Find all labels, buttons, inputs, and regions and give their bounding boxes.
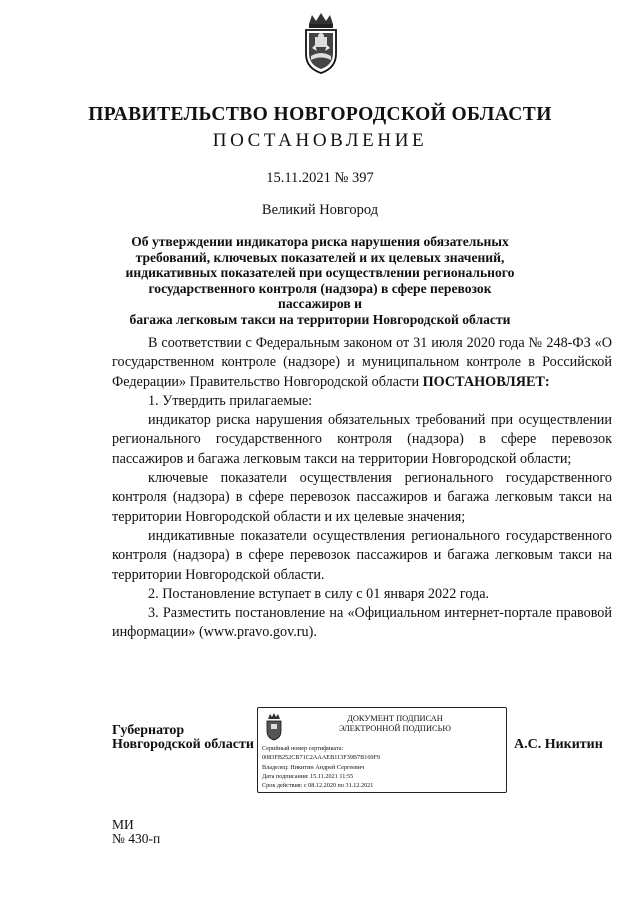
city-name: Великий Новгород <box>261 202 379 218</box>
stamp-heading: ДОКУМЕНТ ПОДПИСАН <box>347 714 443 723</box>
government-title: ПРАВИТЕЛЬСТВО НОВГОРОДСКОЙ ОБЛАСТИ <box>88 104 552 125</box>
electronic-signature-stamp <box>257 707 507 793</box>
cert-label: Серийный номер сертификата: <box>262 745 344 752</box>
document-type: ПОСТАНОВЛЕНИЕ <box>212 130 428 151</box>
executor-line: МИ <box>112 817 134 832</box>
document-subject <box>120 234 520 327</box>
signatory-title-line: Новгородской области <box>112 737 254 752</box>
item-2: 2. Постановление вступает в силу с 01 января 2022 года. <box>148 585 490 602</box>
stamp-heading: ЭЛЕКТРОННОЙ ПОДПИСЬЮ <box>338 724 452 733</box>
cert-validity: Срок действия: с 08.12.2020 по 31.12.2021 <box>262 782 374 790</box>
subject-line: государственного контроля (надзора) в сфере перевозок пассажиров и <box>148 280 492 311</box>
subject-line: Об утверждении индикатора риска нарушения обязательных <box>131 234 509 249</box>
stamp-details <box>262 744 504 790</box>
subject-line: индикативных показателей при осуществлении регионального <box>125 265 515 280</box>
signatory-title <box>112 724 254 752</box>
executor-code <box>112 818 160 845</box>
item-1-indicator: индикатор риска нарушения обязательных требований при осуществлении регионального государственного контроля (надзора) в сфере перевозок пассажиров и багажа легковым такси на территории Новгородской области; <box>112 412 612 467</box>
signatory-name: А.С. Никитин <box>514 737 603 752</box>
subject-line: багажа легковым такси на территории Новгородской области <box>129 311 511 327</box>
item-1-indicative-indicators: индикативные показатели осуществления регионального государственного контроля (надзора) в сфере перевозок пассажиров и багажа легковым такси на территории Новгородской области. <box>112 527 612 583</box>
signed-date: Дата подписания: 15.11.2021 11:55 <box>262 772 354 780</box>
cert-owner: Владелец: Никитин Андрей Сергеевич <box>262 763 365 771</box>
preamble-paragraph <box>112 334 612 392</box>
item-1: 1. Утвердить прилагаемые: <box>148 392 313 409</box>
document-body <box>112 334 612 643</box>
cert-number: 0083FB252CB71C2AAAEB113F39B7B169F9 <box>262 754 381 762</box>
decree-word: ПОСТАНОВЛЯЕТ: <box>422 373 550 390</box>
preamble-text: В соответствии с Федеральным законом от 31 июля 2020 года № 248-ФЗ «О государственном контроле (надзоре) и муниципальном контроле в Российской Федерации» Правительство Новгородской области <box>112 335 612 390</box>
stamp-emblem-icon <box>264 713 284 741</box>
item-1-key-indicators: ключевые показатели осуществления регионального государственного контроля (надзора) в сфере перевозок пассажиров и багажа легковым такси на территории Новгородской области и их целевые значения; <box>112 470 612 525</box>
item-3: 3. Разместить постановление на «Официальном интернет-портале правовой информации» (www.pravo.gov.ru). <box>112 605 612 641</box>
date-and-number: 15.11.2021 № 397 <box>266 170 374 186</box>
signatory-title-line: Губернатор <box>112 723 185 738</box>
executor-line: № 430-п <box>112 830 161 846</box>
subject-line: требований, ключевых показателей и их целевых значений, <box>135 249 505 265</box>
coat-of-arms-emblem <box>300 10 342 76</box>
